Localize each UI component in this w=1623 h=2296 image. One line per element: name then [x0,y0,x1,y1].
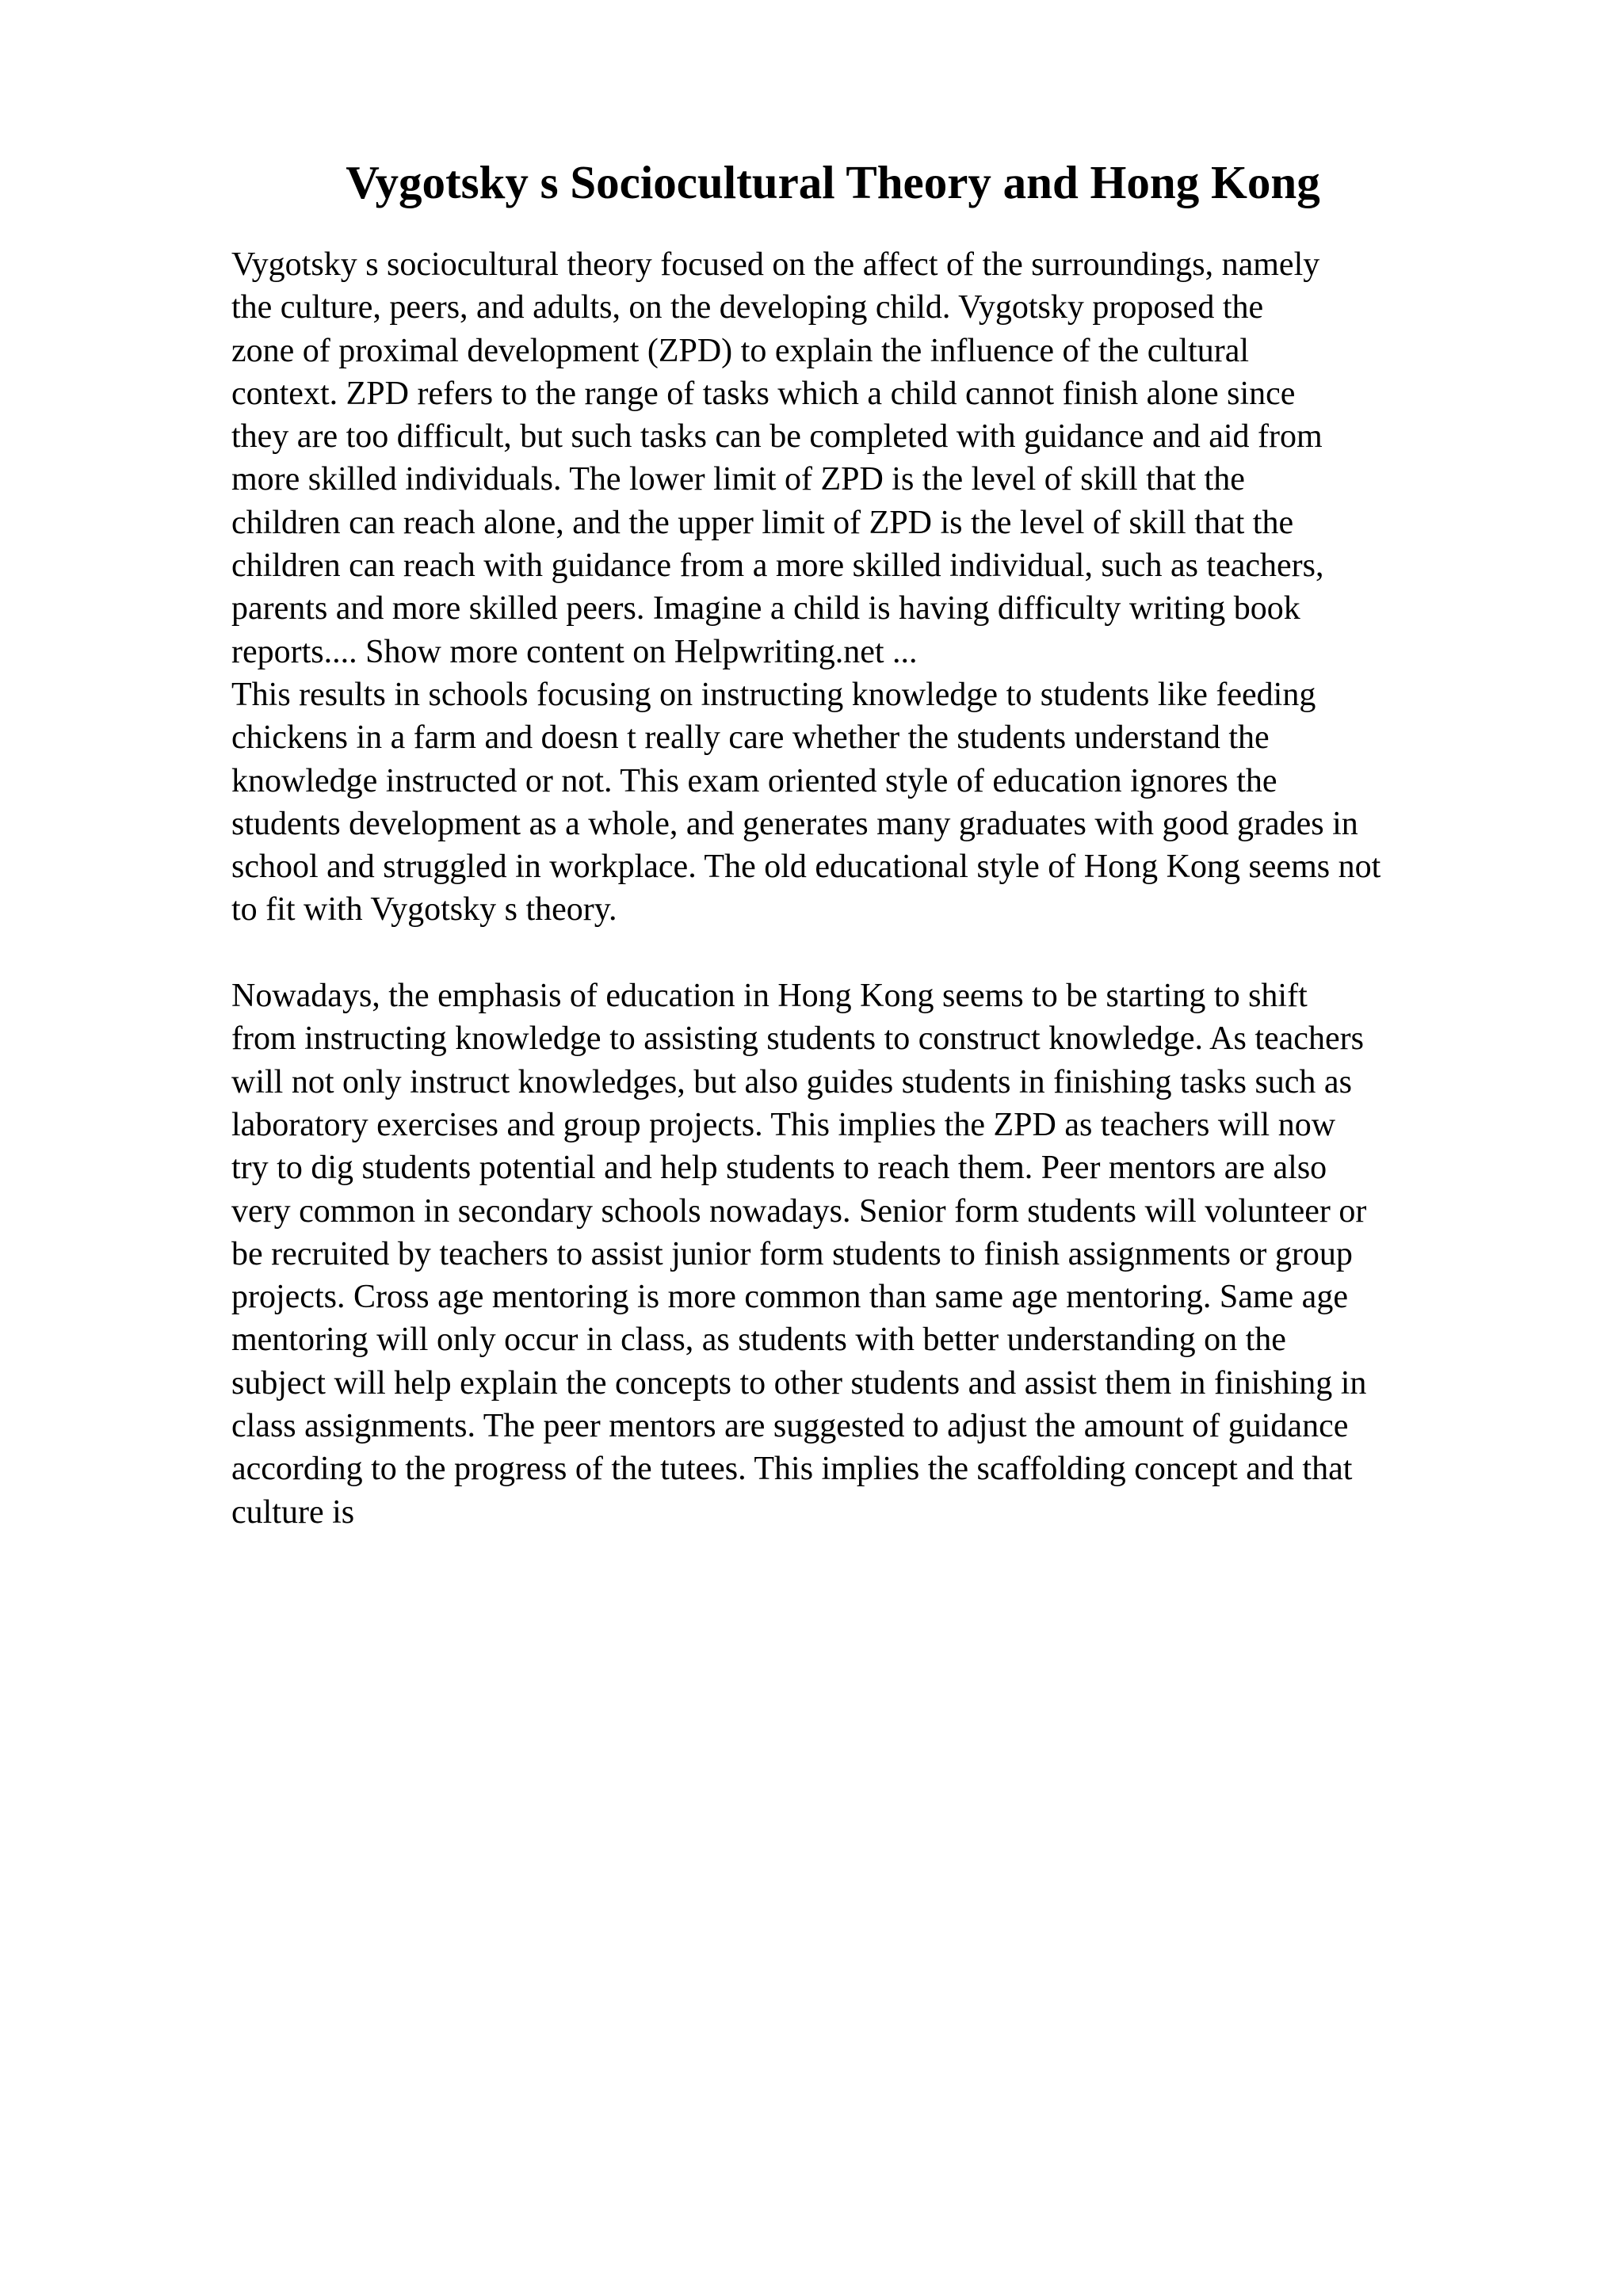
text-line: culture is [231,1493,355,1531]
text-line: from instructing knowledge to assisting students to construct knowledge. As teachers [231,1020,1364,1058]
text-line: mentoring will only occur in class, as students with better understanding on the [231,1322,1286,1359]
text-line: children can reach alone, and the upper limit of ZPD is the level of skill that the [231,504,1294,541]
text-line: be recruited by teachers to assist junior form students to finish assignments or group [231,1235,1353,1272]
text-line: projects. Cross age mentoring is more common than same age mentoring. Same age [231,1279,1348,1316]
document-title: Vygotsky s Sociocultural Theory and Hong Kong [346,156,1320,208]
text-line: according to the progress of the tutees. This implies the scaffolding concept and that [231,1451,1353,1488]
text-line: will not only instruct knowledges, but also guides students in finishing tasks such as [231,1063,1352,1100]
text-line: very common in secondary schools nowadays. Senior form students will volunteer or [231,1192,1367,1230]
text-line: class assignments. The peer mentors are suggested to adjust the amount of guidance [231,1408,1349,1445]
text-line: subject will help explain the concepts to other students and assist them in finishing in [231,1364,1367,1402]
text-line: laboratory exercises and group projects. This implies the ZPD as teachers will now [231,1106,1336,1143]
text-line: students development as a whole, and generates many graduates with good grades in [231,805,1358,842]
text-line: to fit with Vygotsky s theory. [231,891,617,929]
text-line: knowledge instructed or not. This exam oriented style of education ignores the [231,762,1277,799]
text-line: reports.... Show more content on Helpwriting.net ... [231,633,918,670]
text-line: context. ZPD refers to the range of tasks which a child cannot finish alone since [231,375,1296,412]
text-line: This results in schools focusing on instructing knowledge to students like feeding [231,676,1316,713]
text-line: chickens in a farm and doesn t really care whether the students understand the [231,719,1270,757]
text-line: they are too difficult, but such tasks can be completed with guidance and aid from [231,418,1323,456]
text-line: more skilled individuals. The lower limit of ZPD is the level of skill that the [231,461,1245,498]
text-line: Vygotsky s sociocultural theory focused on the affect of the surroundings, namely [231,246,1320,283]
text-line: Nowadays, the emphasis of education in Hong Kong seems to be starting to shift [231,978,1308,1015]
text-line: zone of proximal development (ZPD) to explain the influence of the cultural [231,332,1250,369]
text-line: parents and more skilled peers. Imagine a child is having difficulty writing book [231,590,1300,627]
paragraph-gap [231,932,1531,974]
text-line: school and struggled in workplace. The old educational style of Hong Kong seems not [231,849,1381,886]
text-line: try to dig students potential and help students to reach them. Peer mentors are also [231,1150,1327,1187]
text-line: the culture, peers, and adults, on the developing child. Vygotsky proposed the [231,289,1264,326]
document-body [231,243,1531,1534]
text-line: children can reach with guidance from a more skilled individual, such as teachers, [231,547,1324,585]
